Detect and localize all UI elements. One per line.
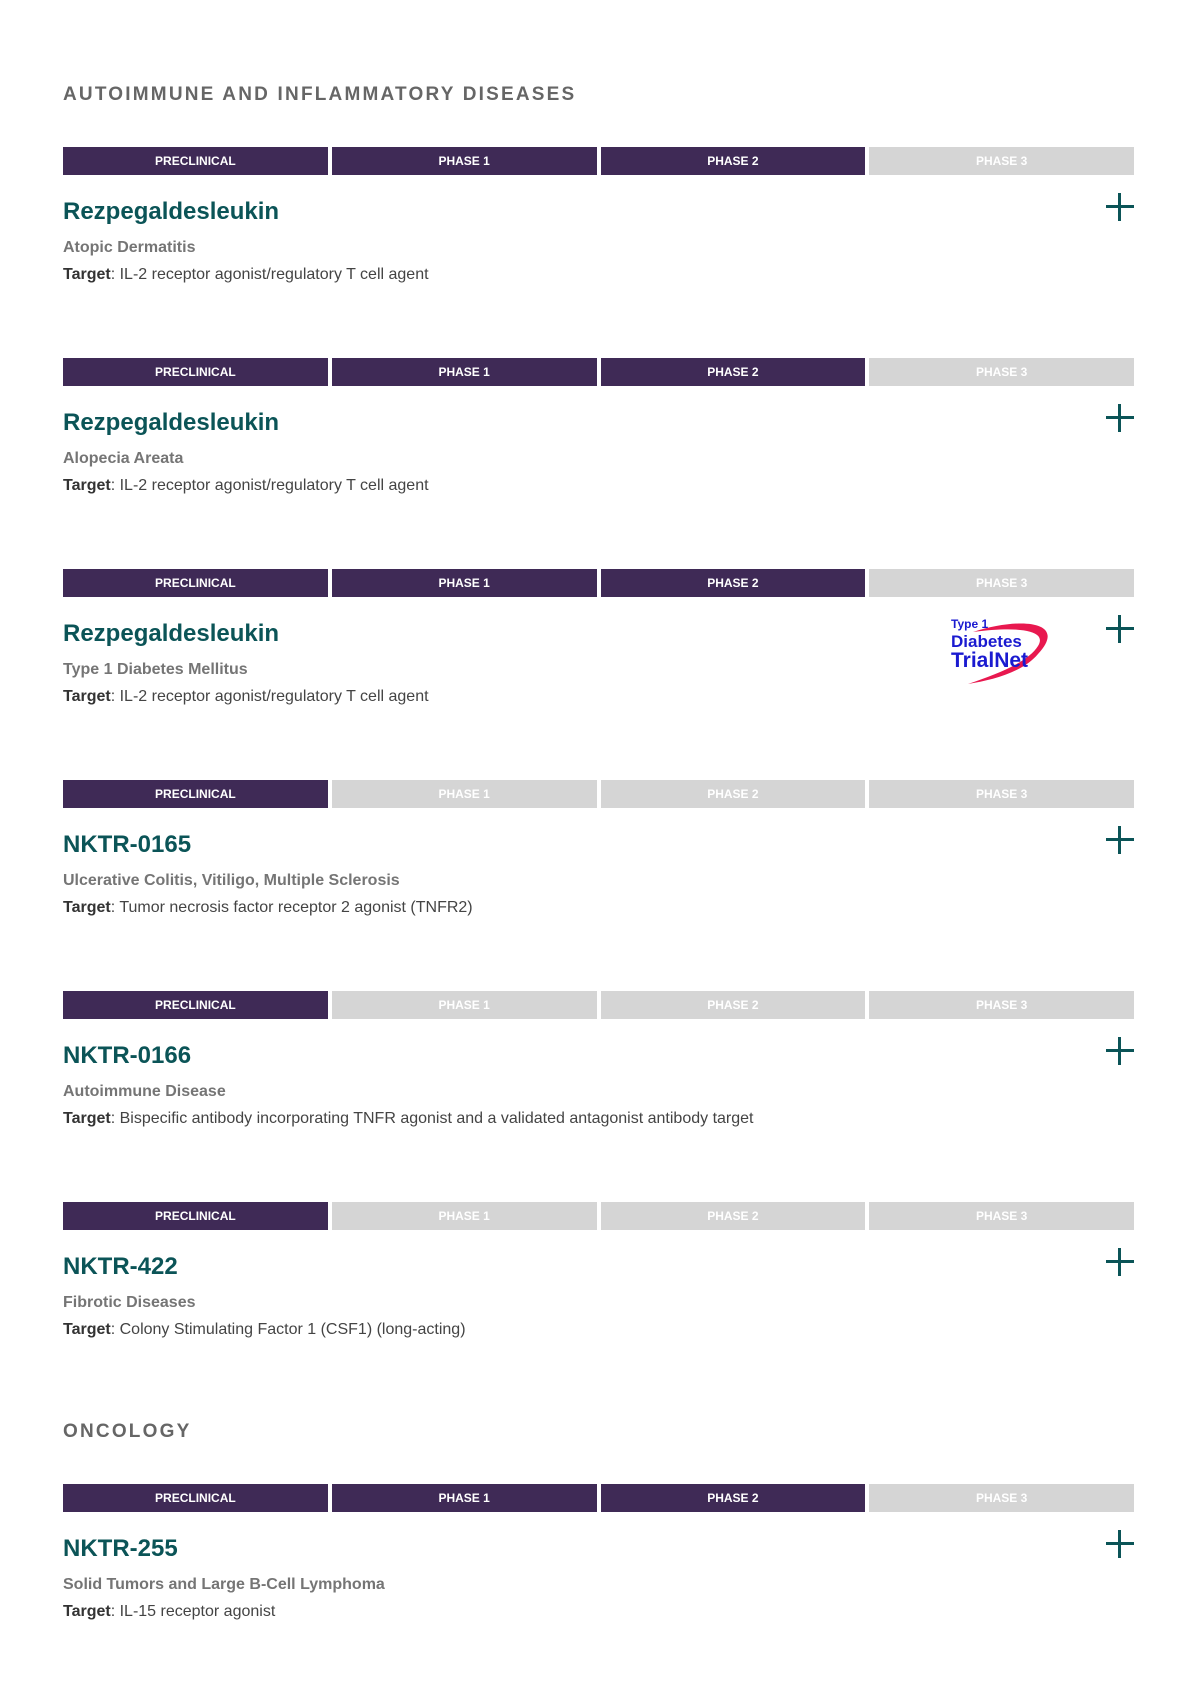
pipeline-row	[63, 569, 1134, 780]
program-name: Rezpegaldesleukin	[63, 409, 280, 436]
target-label: Target	[63, 1321, 111, 1338]
program-name: NKTR-422	[63, 1253, 178, 1280]
phase-segment-phase-1: PHASE 1	[332, 780, 597, 808]
section-autoimmune	[63, 82, 1134, 1413]
phase-segment-phase-3: PHASE 3	[869, 991, 1134, 1019]
program-indication: Ulcerative Colitis, Vitiligo, Multiple Sclerosis	[63, 872, 400, 889]
logo-line2: Diabetes	[951, 632, 1022, 651]
target-label: Target	[63, 477, 111, 494]
program-indication: Alopecia Areata	[63, 450, 184, 467]
target-value: : IL-2 receptor agonist/regulatory T cell agent	[110, 266, 429, 283]
program-target	[63, 1106, 1134, 1132]
target-label: Target	[63, 1603, 111, 1620]
pipeline-row	[63, 991, 1134, 1202]
target-value: : IL-15 receptor agonist	[110, 1603, 276, 1620]
phase-segment-preclinical: PRECLINICAL	[63, 147, 328, 175]
section-heading: AUTOIMMUNE AND INFLAMMATORY DISEASES	[63, 84, 577, 105]
phase-bar	[63, 358, 1134, 386]
phase-bar	[63, 1484, 1134, 1512]
phase-segment-preclinical: PRECLINICAL	[63, 991, 328, 1019]
phase-segment-preclinical: PRECLINICAL	[63, 1484, 328, 1512]
phase-bar	[63, 147, 1134, 175]
phase-segment-phase-2: PHASE 2	[601, 358, 866, 386]
program-target	[63, 473, 1134, 499]
program-target	[63, 262, 1134, 288]
phase-segment-phase-3: PHASE 3	[869, 1202, 1134, 1230]
phase-segment-phase-1: PHASE 1	[332, 1202, 597, 1230]
program-indication: Atopic Dermatitis	[63, 239, 196, 256]
program-indication: Fibrotic Diseases	[63, 1294, 196, 1311]
phase-segment-phase-3: PHASE 3	[869, 780, 1134, 808]
program-target	[63, 1599, 1134, 1625]
target-label: Target	[63, 1110, 111, 1127]
expand-plus-icon[interactable]	[1106, 404, 1134, 432]
target-value: : Tumor necrosis factor receptor 2 agonist (TNFR2)	[110, 899, 473, 916]
phase-segment-phase-1: PHASE 1	[332, 569, 597, 597]
phase-bar	[63, 569, 1134, 597]
target-value: : Bispecific antibody incorporating TNFR agonist and a validated antagonist antibody target	[110, 1110, 754, 1127]
section-heading: ONCOLOGY	[63, 1421, 192, 1442]
target-value: : IL-2 receptor agonist/regulatory T cell agent	[110, 688, 429, 705]
phase-segment-phase-1: PHASE 1	[332, 358, 597, 386]
expand-plus-icon[interactable]	[1106, 1037, 1134, 1065]
logo-line1: Type 1	[951, 617, 989, 631]
target-value: : Colony Stimulating Factor 1 (CSF1) (long-acting)	[110, 1321, 466, 1338]
phase-segment-phase-1: PHASE 1	[332, 147, 597, 175]
target-label: Target	[63, 899, 111, 916]
phase-segment-phase-3: PHASE 3	[869, 1484, 1134, 1512]
program-name: Rezpegaldesleukin	[63, 620, 280, 647]
program-target	[63, 1317, 1134, 1343]
target-label: Target	[63, 266, 111, 283]
phase-segment-phase-2: PHASE 2	[601, 780, 866, 808]
phase-segment-preclinical: PRECLINICAL	[63, 569, 328, 597]
program-name: NKTR-255	[63, 1535, 178, 1562]
program-indication: Autoimmune Disease	[63, 1083, 226, 1100]
expand-plus-icon[interactable]	[1106, 826, 1134, 854]
pipeline-row	[63, 147, 1134, 358]
expand-plus-icon[interactable]	[1106, 1248, 1134, 1276]
target-value: : IL-2 receptor agonist/regulatory T cell agent	[110, 477, 429, 494]
expand-plus-icon[interactable]	[1106, 193, 1134, 221]
program-target	[63, 895, 1134, 921]
program-name: NKTR-0165	[63, 831, 192, 858]
phase-bar	[63, 1202, 1134, 1230]
phase-segment-phase-2: PHASE 2	[601, 991, 866, 1019]
expand-plus-icon[interactable]	[1106, 615, 1134, 643]
program-indication: Type 1 Diabetes Mellitus	[63, 661, 248, 678]
logo-line3: TrialNet	[951, 649, 1029, 672]
phase-segment-phase-2: PHASE 2	[601, 1484, 866, 1512]
phase-segment-phase-3: PHASE 3	[869, 147, 1134, 175]
phase-segment-preclinical: PRECLINICAL	[63, 1202, 328, 1230]
phase-bar	[63, 780, 1134, 808]
program-indication: Solid Tumors and Large B-Cell Lymphoma	[63, 1576, 385, 1593]
phase-segment-phase-2: PHASE 2	[601, 147, 866, 175]
pipeline-row	[63, 1202, 1134, 1413]
program-name: NKTR-0166	[63, 1042, 192, 1069]
phase-bar	[63, 991, 1134, 1019]
phase-segment-phase-1: PHASE 1	[332, 991, 597, 1019]
trialnet-logo	[943, 614, 1063, 689]
phase-segment-preclinical: PRECLINICAL	[63, 780, 328, 808]
pipeline-row	[63, 1484, 1134, 1695]
expand-plus-icon[interactable]	[1106, 1530, 1134, 1558]
phase-segment-phase-3: PHASE 3	[869, 358, 1134, 386]
target-label: Target	[63, 688, 111, 705]
phase-segment-phase-2: PHASE 2	[601, 569, 866, 597]
pipeline-row	[63, 780, 1134, 991]
phase-segment-phase-3: PHASE 3	[869, 569, 1134, 597]
pipeline-row	[63, 358, 1134, 569]
phase-segment-phase-2: PHASE 2	[601, 1202, 866, 1230]
phase-segment-phase-1: PHASE 1	[332, 1484, 597, 1512]
section-oncology	[63, 1419, 1134, 1695]
program-name: Rezpegaldesleukin	[63, 198, 280, 225]
phase-segment-preclinical: PRECLINICAL	[63, 358, 328, 386]
